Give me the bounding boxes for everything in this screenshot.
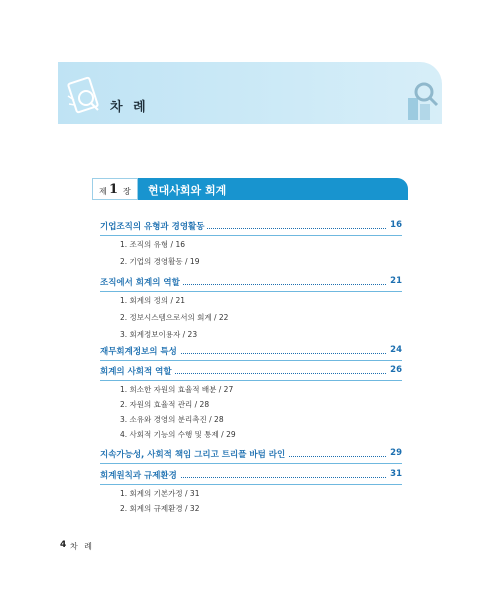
- chapter-header: [92, 178, 408, 200]
- toc-sub-item[interactable]: 1. 회계의 기본가정 / 31: [120, 489, 200, 498]
- toc-entry-label: 조직에서 회계의 역할: [100, 276, 183, 288]
- toc-entry[interactable]: [100, 469, 402, 483]
- chapter-suffix: 장: [123, 187, 131, 196]
- document-illustration-icon: [66, 76, 110, 120]
- toc-entry-page: 24: [387, 345, 402, 355]
- toc-sub-item[interactable]: 2. 기업의 경영활동 / 19: [120, 257, 200, 266]
- chapter-number-box: [92, 178, 138, 200]
- toc-sub-item[interactable]: 1. 희소한 자원의 효율적 배분 / 27: [120, 385, 234, 394]
- toc-sub-item[interactable]: 1. 조직의 유형 / 16: [120, 240, 185, 249]
- toc-entry-page: 16: [387, 220, 402, 230]
- chapter-title: 현대사회와 회계: [148, 184, 227, 197]
- toc-entry-page: 31: [387, 469, 402, 479]
- toc-entry-label: 기업조직의 유형과 경영활동: [100, 220, 207, 232]
- toc-entry-page: 21: [387, 276, 402, 286]
- toc-entry-page: 26: [387, 365, 402, 375]
- divider: [100, 463, 402, 464]
- divider: [100, 291, 402, 292]
- chapter-prefix: 제: [99, 187, 107, 196]
- toc-sub-item[interactable]: 2. 정보시스템으로서의 회계 / 22: [120, 313, 229, 322]
- toc-sub-item[interactable]: 1. 회계의 정의 / 21: [120, 296, 185, 305]
- toc-sub-item[interactable]: 4. 사회적 기능의 수행 및 통제 / 29: [120, 430, 236, 439]
- divider: [100, 360, 402, 361]
- toc-sub-item[interactable]: 2. 회계의 규제환경 / 32: [120, 504, 200, 513]
- toc-entry-label: 지속가능성, 사회적 책임 그리고 트리플 바텀 라인: [100, 448, 288, 460]
- toc-sub-item[interactable]: 3. 회계정보이용자 / 23: [120, 330, 198, 339]
- toc-entry-label: 회계원칙과 규제환경: [100, 469, 180, 481]
- chapter-number: 1: [109, 182, 119, 197]
- toc-sub-item[interactable]: 3. 소유와 경영의 분리촉진 / 28: [120, 415, 224, 424]
- page-number: 4: [60, 540, 67, 550]
- toc-entry-label: 회계의 사회적 역할: [100, 365, 175, 377]
- toc-entry[interactable]: [100, 276, 402, 290]
- toc-entry[interactable]: [100, 220, 402, 234]
- magnifier-building-icon: [400, 80, 440, 122]
- chapter-title-bar: [138, 178, 408, 200]
- toc-entry[interactable]: [100, 365, 402, 379]
- divider: [100, 484, 402, 485]
- toc-entry-page: 29: [387, 448, 402, 458]
- page-title: 차 례: [110, 100, 149, 115]
- divider: [100, 380, 402, 381]
- toc-entry[interactable]: [100, 448, 402, 462]
- divider: [100, 235, 402, 236]
- toc-entry-label: 재무회계정보의 특성: [100, 345, 180, 357]
- toc-sub-item[interactable]: 2. 자원의 효율적 관리 / 28: [120, 400, 210, 409]
- footer-section-title: 차 례: [70, 542, 94, 551]
- toc-entry[interactable]: [100, 345, 402, 359]
